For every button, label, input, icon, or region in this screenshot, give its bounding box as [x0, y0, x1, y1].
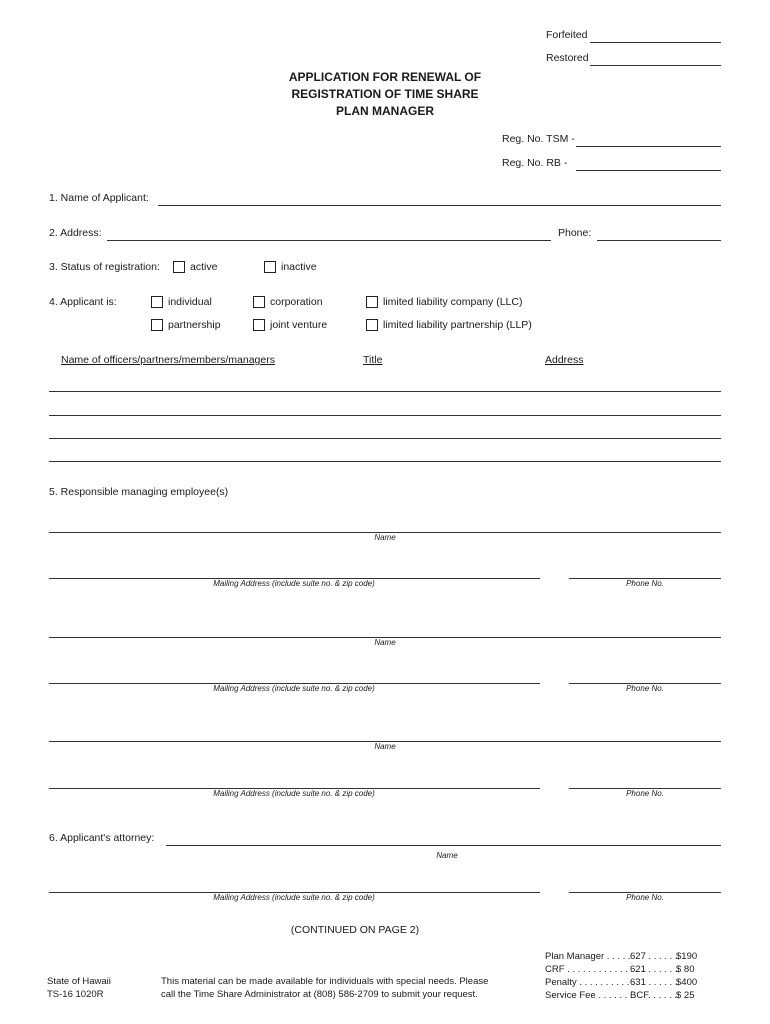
- title-line-2: REGISTRATION OF TIME SHARE: [291, 87, 479, 101]
- forfeited-label: Forfeited: [546, 29, 588, 41]
- fee-label: CRF . . . . . . . . . . . . . . .: [545, 964, 644, 975]
- reg-tsm-field[interactable]: [576, 146, 721, 147]
- fee-amount: $ 80: [676, 964, 695, 975]
- fee-amount: $190: [676, 951, 698, 962]
- officers-header-address: Address: [545, 354, 584, 366]
- llc-label: limited liability company (LLC): [383, 296, 523, 308]
- attorney-name-caption: Name: [436, 851, 458, 860]
- employees-label: 5. Responsible managing employee(s): [49, 486, 229, 498]
- partnership-label: partnership: [168, 319, 221, 331]
- fee-row: [545, 989, 695, 1002]
- fee-amount: $400: [676, 977, 698, 988]
- employee-phone-caption: Phone No.: [626, 789, 664, 798]
- restored-field[interactable]: [590, 65, 721, 66]
- partnership-checkbox[interactable]: [151, 319, 163, 331]
- fee-code: BCF. . . . . .: [630, 990, 677, 1001]
- fee-label: Plan Manager . . . . .: [545, 951, 631, 962]
- fee-code: 631 . . . . . .: [630, 977, 678, 988]
- employee-phone-caption: Phone No.: [626, 684, 664, 693]
- employee-address-caption: Mailing Address (include suite no. & zip code): [213, 579, 375, 588]
- title-line-3: PLAN MANAGER: [336, 104, 434, 118]
- reg-rb-label: Reg. No. RB -: [502, 157, 568, 169]
- fee-label: Service Fee . . . . . . .: [545, 990, 633, 1001]
- form-title: [200, 69, 570, 120]
- applicant-name-label: 1. Name of Applicant:: [49, 192, 149, 204]
- attorney-phone-caption: Phone No.: [626, 893, 664, 902]
- fee-label: Penalty . . . . . . . . . . .: [545, 977, 635, 988]
- fee-code: 621 . . . . . .: [630, 964, 678, 975]
- inactive-label: inactive: [281, 261, 317, 273]
- inactive-checkbox[interactable]: [264, 261, 276, 273]
- corporation-checkbox[interactable]: [253, 296, 265, 308]
- attorney-address-caption: Mailing Address (include suite no. & zip code): [213, 893, 375, 902]
- fee-row: [545, 963, 695, 976]
- reg-tsm-label: Reg. No. TSM -: [502, 133, 575, 145]
- attorney-name-field[interactable]: [166, 845, 721, 846]
- employee-phone-caption: Phone No.: [626, 579, 664, 588]
- footer-note-line-2: call the Time Share Administrator at (808) 586-2709 to submit your request.: [161, 989, 478, 1000]
- fee-row: [545, 950, 697, 963]
- employee-name-caption: Name: [374, 742, 396, 751]
- officers-row-line[interactable]: [49, 461, 721, 462]
- reg-rb-field[interactable]: [576, 170, 721, 171]
- phone-label: Phone:: [558, 227, 592, 239]
- restored-label: Restored: [546, 52, 589, 64]
- applicant-name-field[interactable]: [158, 205, 721, 206]
- officers-header-name: Name of officers/partners/members/managers: [61, 354, 275, 366]
- fee-amount: $ 25: [676, 990, 695, 1001]
- footer-state: State of Hawaii: [47, 976, 111, 987]
- officers-row-line[interactable]: [49, 415, 721, 416]
- fee-row: [545, 976, 697, 989]
- active-label: active: [190, 261, 218, 273]
- llp-checkbox[interactable]: [366, 319, 378, 331]
- address-label: 2. Address:: [49, 227, 102, 239]
- address-field[interactable]: [107, 240, 551, 241]
- forfeited-field[interactable]: [590, 42, 721, 43]
- individual-checkbox[interactable]: [151, 296, 163, 308]
- officers-row-line[interactable]: [49, 391, 721, 392]
- status-label: 3. Status of registration:: [49, 261, 160, 273]
- llp-label: limited liability partnership (LLP): [383, 319, 532, 331]
- footer-note-line-1: This material can be made available for individuals with special needs. Please: [161, 976, 489, 987]
- applicant-type-label: 4. Applicant is:: [49, 296, 117, 308]
- officers-row-line[interactable]: [49, 438, 721, 439]
- joint-venture-label: joint venture: [270, 319, 328, 331]
- employee-address-caption: Mailing Address (include suite no. & zip code): [213, 789, 375, 798]
- individual-label: individual: [168, 296, 212, 308]
- title-line-1: APPLICATION FOR RENEWAL OF: [288, 70, 482, 84]
- fee-code: 627 . . . . . .: [630, 951, 678, 962]
- employee-address-caption: Mailing Address (include suite no. & zip code): [213, 684, 375, 693]
- officers-header-title: Title: [363, 354, 383, 366]
- continued-note: (CONTINUED ON PAGE 2): [290, 924, 420, 936]
- footer-form-number: TS-16 1020R: [47, 989, 104, 1000]
- phone-field[interactable]: [597, 240, 721, 241]
- active-checkbox[interactable]: [173, 261, 185, 273]
- employee-name-caption: Name: [374, 638, 396, 647]
- attorney-label: 6. Applicant's attorney:: [49, 832, 155, 844]
- employee-name-caption: Name: [374, 533, 396, 542]
- llc-checkbox[interactable]: [366, 296, 378, 308]
- joint-venture-checkbox[interactable]: [253, 319, 265, 331]
- corporation-label: corporation: [270, 296, 323, 308]
